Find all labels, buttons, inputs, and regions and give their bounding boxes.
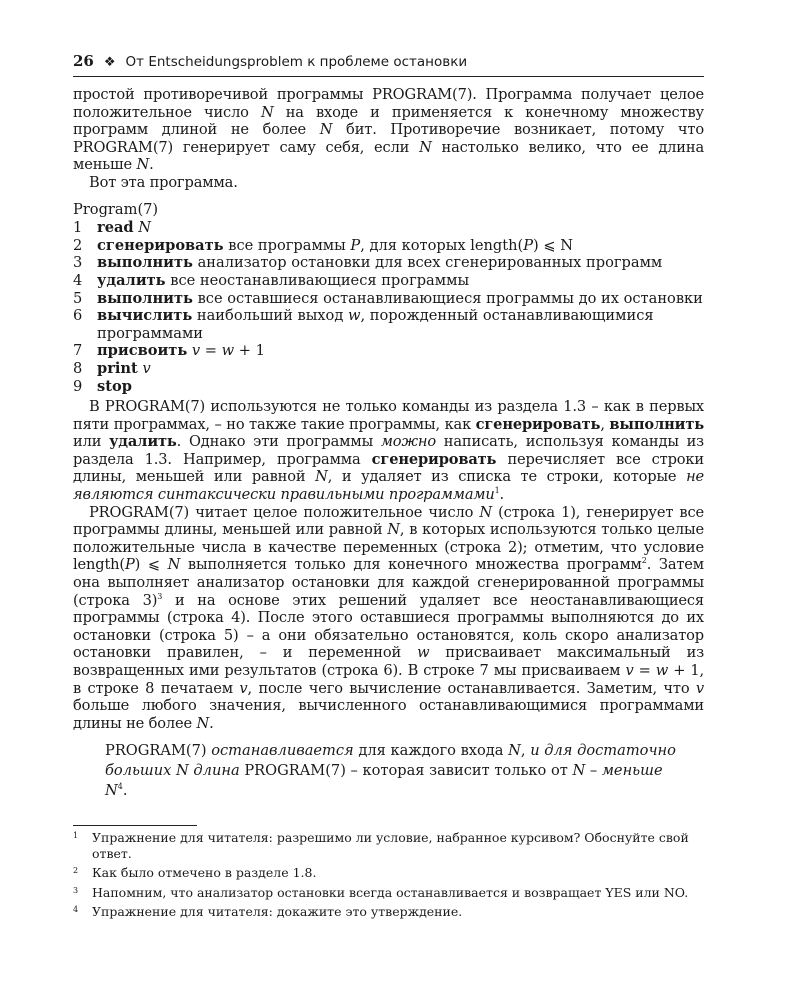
program-line xyxy=(73,360,704,378)
program-line xyxy=(73,342,704,360)
line-text: выполнить анализатор остановки для всех сгенерированных программ xyxy=(97,254,663,272)
line-text: вычислить наибольший выход w, порожденный останавливающимися программами xyxy=(97,307,654,342)
program-line xyxy=(73,378,704,396)
line-number: 4 xyxy=(73,271,83,289)
footnote-divider xyxy=(73,825,197,826)
footnote-ref-2[interactable]: 2 xyxy=(641,556,647,566)
paragraph-2: PROGRAM(7) читает целое положительное число N (строка 1), генерирует все программы длины, меньшей или равной N, в которых используются только целые положительные числа в качестве переменных (строка 2); отметим, что условие length(P) ⩽ N выполняется только для конечного множества программ$^2$. Затем она выполняет анализатор остановки для каждой сгенерированной программы (строка 3)$^3$ и на основе этих решений удаляет все неостанавливающиеся программы (строка 4). После этого оставшиеся программы выполняются до их остановки (строка 5) – а они обязательно остановятся, коль скоро анализатор остановки правилен, – и переменной w присваивает максимальный из возвращенных ими результатов (строка 6). В строке 7 мы присваиваем v = w + 1, в строке 8 печатаем v, после чего вычисление останавливается. Заметим, что v больше любого значения, вычисленного останавливающимися программами длины не более N. xyxy=(73,503,705,732)
line-number: 6 xyxy=(73,307,83,325)
line-text: выполнить все оставшиеся останавливающиеся программы до их остановки xyxy=(97,289,703,307)
running-header xyxy=(73,52,704,77)
line-number: 2 xyxy=(73,236,83,254)
line-text: удалить все неостанавливающиеся программы xyxy=(97,271,470,289)
intro-text xyxy=(73,86,704,192)
footnote-ref-1[interactable]: 1 xyxy=(494,486,500,496)
footnote-number: 3 xyxy=(73,885,79,895)
intro-lead-in: Вот эта программа. xyxy=(89,173,238,191)
program-line xyxy=(73,307,704,342)
footnote-text: Упражнение для читателя: разрешимо ли условие, набранное курсивом? Обоснуйте свой ответ. xyxy=(92,830,689,861)
program-line xyxy=(73,290,704,308)
footnote-text: Упражнение для читателя: докажите это утверждение. xyxy=(92,904,463,920)
main-text xyxy=(73,398,704,732)
footnote xyxy=(73,865,704,881)
footnote-ref-4[interactable]: 4 xyxy=(117,782,123,792)
line-number: 9 xyxy=(73,377,83,395)
footnote xyxy=(73,830,704,861)
running-title: От Entscheidungsproblem к проблеме остановки xyxy=(125,54,468,70)
footnote-ref-3[interactable]: 3 xyxy=(157,591,163,601)
line-number: 8 xyxy=(73,359,83,377)
footnote-text: Как было отмечено в разделе 1.8. xyxy=(92,865,317,881)
paragraph-1: В PROGRAM(7) используются не только команды из раздела 1.3 – как в первых пяти программах, – но также такие программы, как сгенерировать, выполнить или удалить. Однако эти программы можно написать, используя команды из раздела 1.3. Например, программа сгенерировать перечисляет все строки длины, меньшей или равной N, и удаляет из списка те строки, которые не являются синтаксически правильными программами$^1$. xyxy=(73,398,705,504)
program-line xyxy=(73,254,704,272)
program-line xyxy=(73,272,704,290)
line-number: 5 xyxy=(73,289,83,307)
footnotes xyxy=(73,830,704,920)
footnote-number: 4 xyxy=(73,905,79,915)
line-text: присвоить v = w + 1 xyxy=(97,342,265,360)
line-number: 7 xyxy=(73,342,83,360)
intro-paragraph: простой противоречивой программы PROGRAM(7). Программа получает целое положительное число N на входе и применяется к конечному множеству программ длиной не более N бит. Противоречие возникает, потому что PROGRAM(7) генерирует саму себя, если N настолько велико, что ее длина меньше N. xyxy=(73,86,705,174)
line-number: 3 xyxy=(73,254,83,272)
footnote xyxy=(73,885,704,901)
line-text: print v xyxy=(97,359,151,377)
line-text: сгенерировать все программы P, для которых length(P) ⩽ N xyxy=(97,236,574,254)
ornament-icon: ❖ xyxy=(103,55,116,70)
footnote xyxy=(73,904,704,920)
book-page xyxy=(73,52,704,920)
program-line xyxy=(73,237,704,255)
claim-statement: PROGRAM(7) останавливается для каждого входа N, и для достаточно больших N длина PROGRAM(7) – которая зависит только от N – меньше $N^4$. xyxy=(105,742,676,800)
line-text: stop xyxy=(97,377,132,395)
program-listing xyxy=(73,201,704,396)
page-number: 26 xyxy=(73,52,94,70)
line-text: read N xyxy=(97,219,152,237)
program-title: Program(7) xyxy=(73,200,159,218)
footnote-number: 1 xyxy=(73,831,79,841)
footnote-number: 2 xyxy=(73,866,79,876)
footnote-text: Напомним, что анализатор остановки всегда останавливается и возвращает YES или NO. xyxy=(92,884,689,900)
program-line xyxy=(73,219,704,237)
line-number: 1 xyxy=(73,219,83,237)
